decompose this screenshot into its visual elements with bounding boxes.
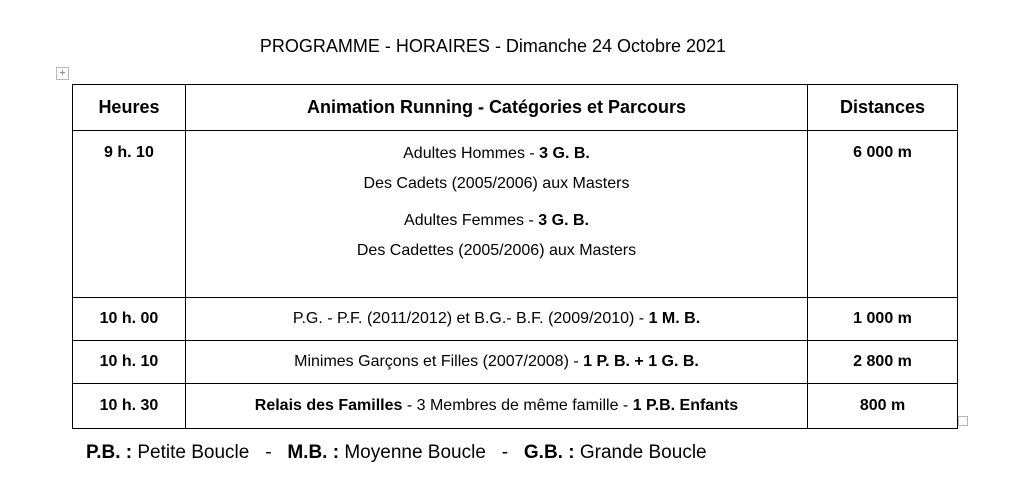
table-row	[73, 298, 958, 341]
row-distance: 6 000 m	[808, 131, 958, 298]
category-line: Des Cadets (2005/2006) aux Masters	[363, 175, 630, 192]
table-resize-handle[interactable]	[958, 416, 968, 426]
header-heures: Heures	[73, 85, 186, 131]
row-time: 10 h. 10	[73, 341, 186, 384]
legend-separator: -	[485, 442, 524, 463]
table-move-handle-icon[interactable]: +	[56, 67, 69, 80]
row-description	[185, 131, 807, 298]
category-line: Des Cadettes (2005/2006) aux Masters	[356, 242, 637, 259]
legend-abbr: M.B. :	[287, 442, 340, 463]
legend-text: Petite Boucle	[132, 442, 250, 463]
page-title: PROGRAMME - HORAIRES - Dimanche 24 Octobre 2021	[259, 36, 727, 56]
row-time: 9 h. 10	[73, 131, 186, 298]
legend-separator: -	[249, 442, 288, 463]
row-description: P.G. - P.F. (2011/2012) et B.G.- B.F. (2009/2010) - 1 M. B.	[185, 298, 807, 341]
legend-text: Grande Boucle	[574, 442, 707, 463]
abbreviation-legend	[86, 442, 707, 464]
category-line: Adultes Femmes - 3 G. B.	[404, 212, 589, 229]
row-time: 10 h. 00	[73, 298, 186, 341]
row-time: 10 h. 30	[73, 384, 186, 429]
row-description: Minimes Garçons et Filles (2007/2008) - 1 P. B. + 1 G. B.	[185, 341, 807, 384]
schedule-table	[72, 84, 958, 429]
table-row	[73, 341, 958, 384]
legend-text: Moyenne Boucle	[339, 442, 486, 463]
category-line: Adultes Hommes - 3 G. B.	[403, 145, 590, 162]
table-header-row	[73, 85, 958, 131]
legend-abbr: P.B. :	[86, 442, 133, 463]
table-row	[73, 384, 958, 429]
header-animation: Animation Running - Catégories et Parcours	[185, 85, 807, 131]
row-distance: 1 000 m	[808, 298, 958, 341]
legend-abbr: G.B. :	[523, 442, 575, 463]
row-description: Relais des Familles - 3 Membres de même famille - 1 P.B. Enfants	[185, 384, 807, 429]
row-distance: 2 800 m	[808, 341, 958, 384]
table-row	[73, 131, 958, 298]
row-distance: 800 m	[808, 384, 958, 429]
header-distances: Distances	[808, 85, 958, 131]
